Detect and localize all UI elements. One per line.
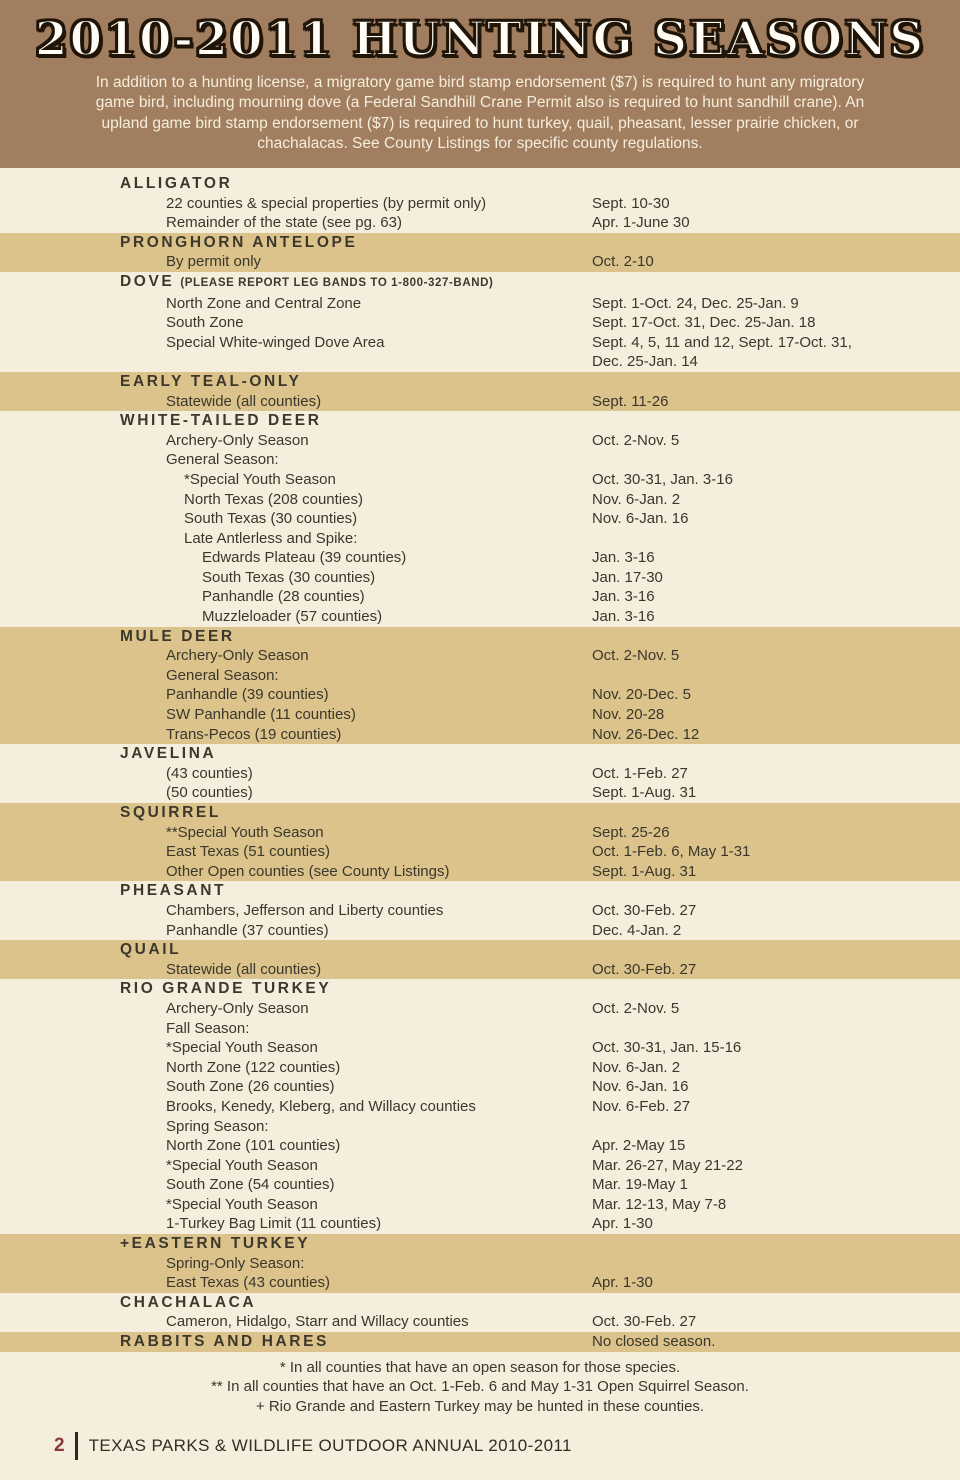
season-row-date: Sept. 1-Oct. 24, Dec. 25-Jan. 9 (592, 294, 799, 312)
page-number: 2 (54, 1435, 65, 1457)
footer-divider (75, 1432, 78, 1460)
season-row (0, 529, 960, 549)
section-header-date (592, 174, 882, 194)
season-row (0, 1019, 960, 1039)
season-row (0, 333, 960, 372)
season-row-label: East Texas (51 counties) (166, 843, 330, 861)
season-row (0, 568, 960, 588)
season-row-label: Cameron, Hidalgo, Starr and Willacy counties (166, 1313, 469, 1331)
season-row (0, 1195, 960, 1215)
season-section (0, 1293, 960, 1332)
season-row-label: 22 counties & special properties (by permit only) (166, 194, 487, 212)
season-row-label: Trans-Pecos (19 counties) (166, 725, 342, 743)
season-row (0, 921, 960, 941)
season-row (0, 1117, 960, 1137)
season-row (0, 685, 960, 705)
season-row-date: Jan. 3-16 (592, 549, 655, 567)
season-row (0, 1156, 960, 1176)
season-row-date: Oct. 30-Feb. 27 (592, 960, 697, 978)
season-row-label: Archery-Only Season (166, 647, 309, 665)
season-row (0, 646, 960, 666)
season-row-label: Edwards Plateau (39 counties) (202, 549, 407, 567)
season-row-label: Brooks, Kenedy, Kleberg, and Willacy counties (166, 1097, 476, 1115)
season-row-date: Mar. 19-May 1 (592, 1176, 688, 1194)
footer-title: TEXAS PARKS & WILDLIFE OUTDOOR ANNUAL 2010-2011 (88, 1436, 572, 1456)
season-row-date: Mar. 12-13, May 7-8 (592, 1195, 727, 1213)
season-section (0, 174, 960, 233)
season-row-label: (50 counties) (166, 784, 253, 802)
season-row-date: Oct. 2-Nov. 5 (592, 999, 680, 1017)
intro-text: In addition to a hunting license, a migratory game bird stamp endorsement ($7) is required to hunt any migratory game bird, including mourning dove (a Federal Sandhill Crane Permit also is required to hunt sandhill crane). An upland game bird stamp endorsement ($7) is required to hunt turkey, quail, pheasant, lesser prairie chicken, or chachalacas. See County Listings for specific county regulations. (95, 74, 865, 153)
season-row-date: Oct. 1-Feb. 27 (592, 764, 688, 782)
season-row (0, 1312, 960, 1332)
season-row (0, 392, 960, 412)
season-row-date: Oct. 30-31, Jan. 15-16 (592, 1039, 742, 1057)
season-row-date (592, 450, 882, 470)
season-section (0, 1332, 960, 1352)
season-row-label: (43 counties) (166, 764, 253, 782)
season-section (0, 272, 960, 372)
season-row-label: South Zone (166, 314, 244, 332)
section-header-row (0, 1332, 960, 1352)
season-row-label: Remainder of the state (see pg. 63) (166, 214, 402, 232)
season-row-label: South Texas (30 counties) (202, 568, 376, 586)
page-title: 2010-2011 HUNTING SEASONS (34, 12, 926, 67)
section-header-date (592, 627, 882, 647)
season-row-label: Archery-Only Season (166, 431, 309, 449)
season-section (0, 233, 960, 272)
season-row (0, 1097, 960, 1117)
season-row-label: *Special Youth Season (166, 1039, 318, 1057)
season-row (0, 294, 960, 314)
section-header-date (592, 803, 882, 823)
season-row-label: Panhandle (28 counties) (202, 588, 365, 606)
season-row-date: Nov. 6-Feb. 27 (592, 1097, 691, 1115)
season-row-date: Apr. 2-May 15 (592, 1137, 686, 1155)
season-row-date: Sept. 11-26 (592, 392, 669, 410)
section-header-row (0, 803, 960, 823)
season-section (0, 940, 960, 979)
section-header-row (0, 744, 960, 764)
season-row-date: Sept. 25-26 (592, 823, 670, 841)
footnote-line: ** In all counties that have an Oct. 1-Feb. 6 and May 1-31 Open Squirrel Season. (211, 1378, 749, 1396)
section-name: DOVE (PLEASE REPORT LEG BANDS TO 1-800-327-BAND) (120, 272, 494, 290)
section-name: ALLIGATOR (120, 175, 233, 192)
season-row-label: Statewide (all counties) (166, 960, 322, 978)
season-row-date: Sept. 1-Aug. 31 (592, 784, 697, 802)
section-header-date (592, 1293, 882, 1313)
section-name: RABBITS AND HARES (120, 1333, 329, 1351)
season-row-date (592, 666, 882, 686)
season-row (0, 1175, 960, 1195)
season-row-date: Nov. 6-Jan. 16 (592, 510, 689, 528)
season-row (0, 901, 960, 921)
masthead (0, 0, 960, 168)
season-section (0, 1234, 960, 1293)
section-header-row (0, 411, 960, 431)
season-row (0, 548, 960, 568)
section-header-date (592, 372, 882, 392)
season-row (0, 1058, 960, 1078)
season-row (0, 607, 960, 627)
page-footer (54, 1432, 960, 1460)
season-row-label: North Zone and Central Zone (166, 294, 362, 312)
season-row-date: Nov. 20-28 (592, 706, 665, 724)
section-header-row (0, 1293, 960, 1313)
section-header-date (592, 979, 882, 999)
season-row-date: Nov. 6-Jan. 2 (592, 1058, 681, 1076)
season-row (0, 313, 960, 333)
season-row (0, 666, 960, 686)
season-row-label: Muzzleloader (57 counties) (202, 608, 383, 626)
season-row-date: Oct. 30-31, Jan. 3-16 (592, 470, 733, 488)
season-section (0, 803, 960, 881)
season-row-label: **Special Youth Season (166, 823, 324, 841)
season-row-date: Apr. 1-June 30 (592, 214, 690, 232)
season-row-date: Oct. 2-Nov. 5 (592, 647, 680, 665)
season-row-date: Nov. 26-Dec. 12 (592, 725, 700, 743)
season-row-label: Spring Season: (166, 1117, 269, 1135)
section-name: SQUIRREL (120, 804, 221, 821)
season-row-label: East Texas (43 counties) (166, 1274, 330, 1292)
section-header-row (0, 174, 960, 194)
season-row-date: Oct. 30-Feb. 27 (592, 901, 697, 919)
season-row-date (592, 529, 882, 549)
season-row-date: Mar. 26-27, May 21-22 (592, 1156, 743, 1174)
section-name: RIO GRANDE TURKEY (120, 980, 332, 998)
season-row (0, 842, 960, 862)
season-row-label: Statewide (all counties) (166, 392, 322, 410)
section-header-row (0, 940, 960, 960)
section-name: PHEASANT (120, 882, 227, 900)
season-section (0, 372, 960, 411)
season-row-label: Panhandle (37 counties) (166, 921, 329, 939)
season-row-label: North Texas (208 counties) (184, 490, 363, 508)
season-row (0, 252, 960, 272)
season-row-date: Sept. 17-Oct. 31, Dec. 25-Jan. 18 (592, 314, 816, 332)
season-row (0, 450, 960, 470)
section-name: MULE DEER (120, 627, 235, 645)
season-row (0, 862, 960, 882)
season-section (0, 411, 960, 627)
season-row-label: Archery-Only Season (166, 999, 309, 1017)
season-row-date: Sept. 4, 5, 11 and 12, Sept. 17-Oct. 31, Dec. 25-Jan. 14 (592, 333, 852, 371)
footnote-line: * In all counties that have an open season for those species. (279, 1358, 681, 1376)
season-row (0, 1273, 960, 1293)
season-row-date: Oct. 2-10 (592, 253, 654, 271)
season-section (0, 627, 960, 745)
season-row-label: General Season: (166, 451, 279, 469)
season-row-label: *Special Youth Season (184, 470, 336, 488)
season-row (0, 823, 960, 843)
season-row-date: Dec. 4-Jan. 2 (592, 921, 682, 939)
season-row (0, 490, 960, 510)
season-row-label: South Zone (54 counties) (166, 1176, 335, 1194)
season-row-label: Fall Season: (166, 1019, 250, 1037)
section-header-row (0, 881, 960, 901)
season-section (0, 979, 960, 1234)
section-note: (PLEASE REPORT LEG BANDS TO 1-800-327-BAND) (180, 276, 494, 289)
section-header-row (0, 1234, 960, 1254)
season-row-date: Sept. 1-Aug. 31 (592, 862, 697, 880)
season-row (0, 194, 960, 214)
season-section (0, 881, 960, 940)
season-row-label: Late Antlerless and Spike: (184, 529, 358, 547)
section-name: WHITE-TAILED DEER (120, 412, 322, 430)
season-row-date (592, 1117, 882, 1137)
season-row-label: General Season: (166, 666, 279, 684)
season-row (0, 1254, 960, 1274)
season-row-label: Chambers, Jefferson and Liberty counties (166, 901, 444, 919)
section-header-row (0, 627, 960, 647)
season-row (0, 783, 960, 803)
season-row-label: North Zone (101 counties) (166, 1137, 341, 1155)
section-header-row (0, 979, 960, 999)
section-header-row (0, 372, 960, 392)
season-row (0, 587, 960, 607)
section-name: CHACHALACA (120, 1293, 257, 1311)
season-row (0, 213, 960, 233)
season-row-label: Special White-winged Dove Area (166, 333, 385, 351)
season-row-label: Spring-Only Season: (166, 1254, 305, 1272)
section-name: JAVELINA (120, 745, 217, 763)
season-row-date (592, 1254, 882, 1274)
section-header-date (592, 744, 882, 764)
season-row (0, 764, 960, 784)
season-row (0, 960, 960, 980)
season-row-date: Jan. 3-16 (592, 608, 655, 626)
season-row-label: By permit only (166, 253, 262, 271)
season-row-label: *Special Youth Season (166, 1195, 318, 1213)
footnotes (0, 1358, 960, 1417)
season-row-label: South Zone (26 counties) (166, 1078, 335, 1096)
season-row-label: Other Open counties (see County Listings) (166, 862, 450, 880)
section-header-row (0, 233, 960, 253)
season-row (0, 1038, 960, 1058)
season-row-label: 1-Turkey Bag Limit (11 counties) (166, 1215, 382, 1233)
section-header-date: No closed season. (592, 1333, 716, 1351)
season-row (0, 470, 960, 490)
footnote-line: + Rio Grande and Eastern Turkey may be hunted in these counties. (255, 1398, 705, 1416)
section-header-date (592, 1234, 882, 1254)
season-row (0, 1136, 960, 1156)
seasons-table (0, 168, 960, 1352)
section-header-date (592, 940, 882, 960)
section-name: PRONGHORN ANTELOPE (120, 233, 358, 251)
season-row-label: North Zone (122 counties) (166, 1058, 341, 1076)
season-row-date: Oct. 1-Feb. 6, May 1-31 (592, 843, 751, 861)
season-row (0, 999, 960, 1019)
season-row (0, 705, 960, 725)
section-header-row (0, 272, 960, 294)
section-header-date (592, 411, 882, 431)
season-row (0, 1077, 960, 1097)
season-row-date: Nov. 20-Dec. 5 (592, 686, 691, 704)
season-row-date: Nov. 6-Jan. 16 (592, 1078, 689, 1096)
section-name: QUAIL (120, 941, 182, 959)
season-row-date: Oct. 30-Feb. 27 (592, 1313, 697, 1331)
season-row-label: *Special Youth Season (166, 1156, 318, 1174)
season-row-date: Oct. 2-Nov. 5 (592, 431, 680, 449)
season-row-label: SW Panhandle (11 counties) (166, 706, 356, 724)
season-row-date: Sept. 10-30 (592, 194, 670, 212)
season-row-label: South Texas (30 counties) (184, 510, 358, 528)
season-row-date: Apr. 1-30 (592, 1274, 653, 1292)
season-row-date (592, 1019, 882, 1039)
section-header-date (592, 272, 882, 294)
season-row-date: Jan. 17-30 (592, 568, 663, 586)
section-name: EARLY TEAL-ONLY (120, 372, 302, 390)
season-section (0, 744, 960, 803)
section-header-date (592, 233, 882, 253)
season-row-date: Jan. 3-16 (592, 588, 655, 606)
season-row (0, 509, 960, 529)
section-name: +EASTERN TURKEY (120, 1235, 311, 1253)
season-row-label: Panhandle (39 counties) (166, 686, 329, 704)
season-row-date: Apr. 1-30 (592, 1215, 653, 1233)
season-row-date: Nov. 6-Jan. 2 (592, 490, 681, 508)
season-row (0, 725, 960, 745)
season-row (0, 1214, 960, 1234)
section-header-date (592, 881, 882, 901)
season-row (0, 431, 960, 451)
